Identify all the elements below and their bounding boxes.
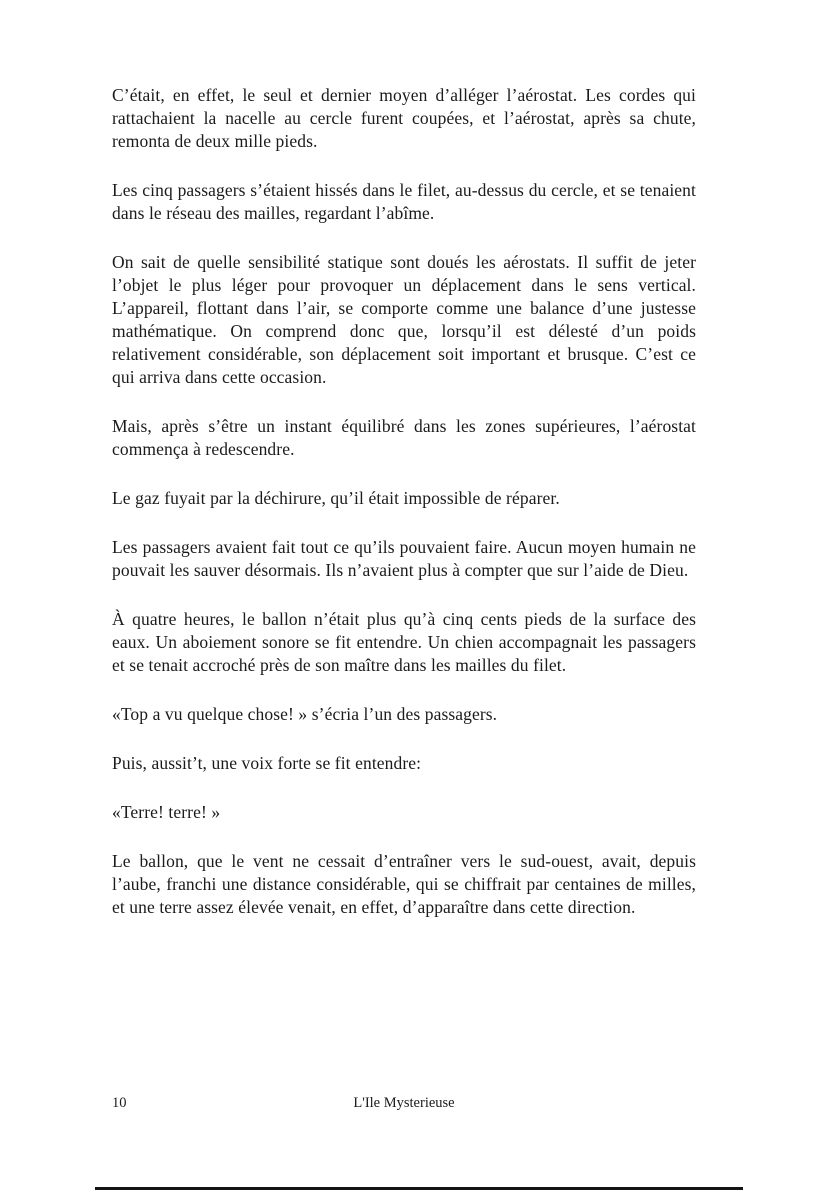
paragraph: C’était, en effet, le seul et dernier moyen d’alléger l’aérostat. Les cordes qui rattachaient la nacelle au cercle furent coupées, et l’aérostat, après sa chute, remonta de deux mille pieds.	[112, 85, 696, 151]
page-footer	[112, 1095, 696, 1115]
paragraph: Le ballon, que le vent ne cessait d’entraîner vers le sud-ouest, avait, depuis l’aube, franchi une distance considérable, qui se chiffrait par centaines de milles, et une terre assez élevée venait, en effet, d’apparaître dans cette direction.	[112, 851, 696, 917]
page-text-block	[112, 84, 696, 945]
paragraph: Les passagers avaient fait tout ce qu’ils pouvaient faire. Aucun moyen humain ne pouvait les sauver désormais. Ils n’avaient plus à compter que sur l’aide de Dieu.	[112, 537, 696, 580]
paragraph: À quatre heures, le ballon n’était plus qu’à cinq cents pieds de la surface des eaux. Un aboiement sonore se fit entendre. Un chien accompagnait les passagers et se tenait accroché près de son maître dans les mailles du filet.	[112, 609, 696, 675]
paragraph: Mais, après s’être un instant équilibré dans les zones supérieures, l’aérostat commença à redescendre.	[112, 416, 696, 459]
paragraph: Les cinq passagers s’étaient hissés dans le filet, au-dessus du cercle, et se tenaient dans le réseau des mailles, regardant l’abîme.	[112, 180, 696, 223]
page-number: 10	[112, 1095, 127, 1111]
paragraph-dialogue: «Top a vu quelque chose! » s’écria l’un des passagers.	[112, 704, 498, 724]
footer-book-title: L'Ile Mysterieuse	[353, 1095, 455, 1111]
paragraph: On sait de quelle sensibilité statique sont doués les aérostats. Il suffit de jeter l’objet le plus léger pour provoquer un déplacement dans le sens vertical. L’appareil, flottant dans l’air, se comporte comme une balance d’une justesse mathématique. On comprend donc que, lorsqu’il est délesté d’un poids relativement considérable, son déplacement soit important et brusque. C’est ce qui arriva dans cette occasion.	[112, 252, 696, 387]
paragraph: Le gaz fuyait par la déchirure, qu’il était impossible de réparer.	[112, 488, 560, 508]
paragraph-dialogue: «Terre! terre! »	[112, 802, 221, 822]
paragraph: Puis, aussit’t, une voix forte se fit entendre:	[112, 753, 422, 773]
